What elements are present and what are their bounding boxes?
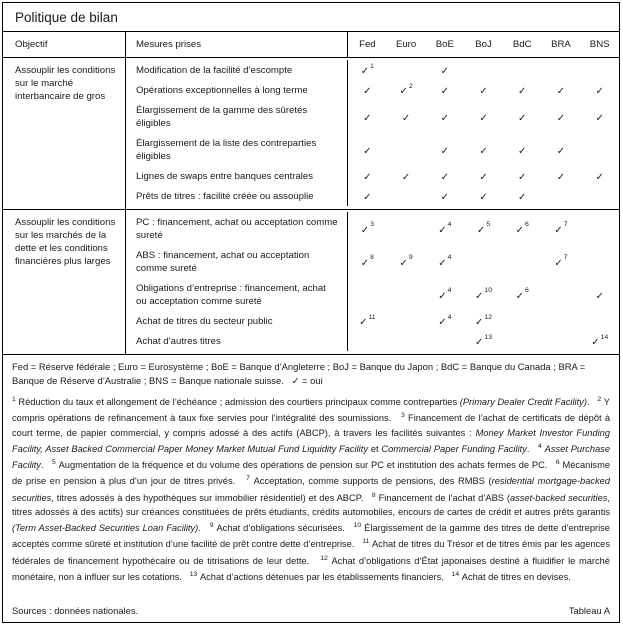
footnote-number: 9 (209, 522, 214, 530)
check-icon: ✓ (518, 145, 527, 157)
check-icon: ✓ (438, 257, 447, 269)
check-cell (464, 141, 503, 159)
footnote-text: asset-backed securities (509, 492, 608, 503)
footnote-number: 1 (12, 396, 16, 403)
table-footer (3, 354, 619, 622)
check-icon: ✓ (595, 290, 604, 302)
footnote-text: Augmentation de la fréquence et du volume des opérations de pension sur PC et institution des achats fermes de PC. (58, 460, 548, 471)
check-icon: ✓ (399, 257, 408, 269)
footnote-text: Financement de l’achat de certificats de dépôt à court terme, de papier commercial, y compris adossé à des actifs (ABCP), à travers les facilités suivantes : (12, 413, 611, 438)
check-cell (348, 312, 387, 330)
footnote-ref: 4 (447, 221, 452, 229)
check-cell (503, 220, 542, 238)
check-cell (503, 108, 542, 126)
footnote-text: Achat d’obligations d’État japonaises destiné à fluidifier le marché monétaire, non à influer sur les cotations. (12, 555, 610, 583)
check-cell (425, 61, 464, 79)
footnote-text: Financement de l’achat d’ABS ( (378, 492, 510, 503)
footnote-ref: 6 (525, 221, 529, 229)
objective-cell: Assouplir les conditions sur les marchés de la dette et les conditions financières plus larges (3, 210, 126, 354)
sources-text: Sources : données nationales. (12, 605, 139, 616)
check-cell (425, 253, 464, 271)
check-cell (503, 167, 542, 185)
footnote-text: Money Market Investor Funding Facility, Asset Backed Commercial Paper Money Market Mutual Fund Liquidity Facility (12, 427, 611, 454)
check-icon: ✓ (363, 145, 372, 157)
measure-row (126, 186, 619, 206)
check-icon: ✓ (363, 172, 372, 183)
check-cells (348, 133, 619, 166)
footnote-ref: 2 (408, 82, 413, 90)
check-icon: ✓ (440, 66, 449, 77)
column-header-bra: BRA (551, 39, 571, 50)
footnote-number: 7 (246, 475, 250, 483)
check-cell (425, 286, 464, 304)
footnote-text: Asset Purchase Facility (12, 443, 610, 471)
check-cell (348, 108, 387, 126)
check-icon: ✓ (401, 172, 411, 183)
check-icon: ✓ (476, 224, 486, 236)
check-cell (348, 187, 387, 205)
footnote-ref: 14 (600, 333, 609, 341)
footnote-number: 11 (362, 538, 370, 546)
footnote-number: 4 (538, 442, 542, 450)
check-cells (348, 166, 619, 186)
measure-row (126, 60, 619, 80)
footnote-text: Y compris opérations de refinancement à taux fixe servies pour l’intégralité des soumissions. (12, 397, 610, 424)
check-icon: ✓ (518, 86, 527, 97)
measure-label: Achat d’autres titres (126, 331, 348, 351)
measure-label: Achat de titres du secteur public (126, 311, 348, 331)
measure-row (126, 212, 619, 245)
policy-table-document (2, 2, 620, 623)
check-cells (348, 80, 619, 100)
footnote-text: (Term Asset-Backed Securities Loan Facility) (12, 523, 199, 534)
footnote-number: 3 (400, 412, 405, 420)
check-cell (387, 108, 426, 126)
check-icon: ✓ (518, 172, 527, 183)
footnote-text: Commercial Paper Funding Facility (381, 443, 527, 454)
check-cell (464, 332, 503, 350)
check-cell (464, 108, 503, 126)
check-icon: ✓ (556, 172, 566, 183)
check-cell (348, 220, 387, 238)
check-icon: ✓ (479, 112, 488, 124)
measure-rows (126, 210, 619, 354)
table-section (3, 58, 619, 209)
check-icon: ✓ (475, 337, 484, 348)
check-cell (348, 61, 387, 79)
check-cells (348, 186, 619, 206)
check-cell (425, 167, 464, 185)
check-icon: ✓ (363, 192, 372, 203)
measure-row (126, 100, 619, 133)
footnote-text: Achat d’actions détenues par les établissements financiers. (199, 572, 444, 583)
footnote-text: Achat de titres en devises. (461, 572, 571, 583)
footnote-text: (Primary Dealer Credit Facility) (459, 397, 587, 408)
footnote-ref: 5 (486, 221, 491, 229)
check-cell (348, 141, 387, 159)
measure-label: ABS : financement, achat ou acceptation comme sureté (126, 245, 348, 278)
objective-cell: Assouplir les conditions sur le marché interbancaire de gros (3, 58, 126, 209)
check-cell (542, 141, 581, 159)
check-cell (580, 108, 619, 126)
footnotes-text (12, 393, 610, 584)
check-icon: ✓ (518, 112, 527, 124)
footnote-ref: 10 (484, 287, 492, 295)
check-cell (503, 81, 542, 99)
footnote-ref: 12 (484, 313, 492, 321)
measure-label: Prêts de titres : facilité créée ou assouplie (126, 186, 348, 206)
check-icon: ✓ (554, 224, 563, 236)
check-icon: ✓ (440, 192, 449, 203)
check-icon: ✓ (554, 257, 563, 269)
check-cells (348, 100, 619, 133)
measure-rows (126, 58, 619, 209)
footnote-number: 8 (371, 491, 376, 499)
check-icon: ✓ (595, 112, 604, 124)
footnote-text: Achat d’obligations sécurisées. (216, 523, 345, 534)
check-cell (387, 81, 426, 99)
measure-label: PC : financement, achat ou acceptation comme sureté (126, 212, 348, 245)
check-cell (464, 312, 503, 330)
check-cell (387, 167, 426, 185)
check-icon: ✓ (440, 145, 449, 157)
measure-row (126, 245, 619, 278)
footnote-number: 2 (597, 396, 602, 403)
table-header-row (3, 32, 619, 58)
measure-row (126, 133, 619, 166)
check-icon: ✓ (515, 224, 525, 236)
footnote-ref: 4 (447, 313, 452, 321)
check-icon: ✓ (556, 112, 566, 124)
footnote-text: Achat de titres du Trésor et de titres émis par les agences fédérales de financement hypothécaire ou de titrisations de leur dette. (12, 539, 611, 566)
check-icon: ✓ (440, 86, 449, 97)
check-cell (580, 332, 619, 350)
footnote-text: , titres adossés à des hypothèques sur immobilier résidentiel) et des ABCP. (51, 492, 364, 503)
check-icon: ✓ (399, 86, 408, 97)
column-header-euro: Euro (395, 39, 417, 50)
check-cell (580, 81, 619, 99)
footnote-text: Acceptation, comme supports de pensions, des RMBS ( (253, 476, 492, 487)
check-cell (464, 286, 503, 304)
check-icon: ✓ (479, 145, 488, 157)
footnote-text: , titres adossés à des actifs) sur créances constituées de prêts étudiants, crédits automobiles, encours de cartes de crédit et autres prêts garantis (12, 492, 610, 517)
table-body (3, 58, 619, 354)
check-cell (464, 167, 503, 185)
check-cell (542, 167, 581, 185)
check-icon: ✓ (479, 86, 488, 97)
check-icon: ✓ (360, 257, 370, 269)
check-cell (348, 167, 387, 185)
check-icon: ✓ (360, 66, 370, 77)
table-label: Tableau A (568, 605, 610, 616)
footnote-text: Réduction du taux et allongement de l’échéance ; admission des courtiers principaux comme contreparties (18, 397, 460, 408)
check-cells (348, 245, 619, 278)
footnote-ref: 13 (484, 333, 492, 341)
check-icon: ✓ (475, 317, 484, 328)
check-cell (348, 253, 387, 271)
check-icon: ✓ (591, 337, 600, 348)
footnote-number: 14 (451, 571, 460, 579)
table-section (3, 209, 619, 354)
check-cell (503, 141, 542, 159)
check-cell (464, 81, 503, 99)
check-cell (542, 108, 581, 126)
measure-label: Obligations d’entreprise : financement, achat ou acceptation comme sureté (126, 278, 348, 311)
bank-column-headers (348, 32, 619, 57)
check-icon: ✓ (438, 224, 447, 236)
check-cell (542, 220, 581, 238)
check-cell (464, 187, 503, 205)
check-cell (464, 220, 503, 238)
check-icon: ✓ (438, 290, 447, 302)
check-cell (542, 253, 581, 271)
measure-label: Opérations exceptionnelles à long terme (126, 80, 348, 100)
check-cell (387, 253, 426, 271)
check-cells (348, 311, 619, 331)
check-cell (503, 187, 542, 205)
column-header-bdc: BdC (512, 39, 532, 50)
footnote-ref: 11 (368, 313, 376, 321)
footnote-ref: 7 (563, 254, 568, 262)
footnote-text: residential mortgage-backed securities (12, 476, 611, 503)
check-icon: ✓ (363, 112, 372, 124)
footnote-ref: 4 (447, 254, 452, 262)
check-icon: ✓ (479, 192, 488, 203)
check-cell (425, 312, 464, 330)
measure-row (126, 80, 619, 100)
measure-row (126, 331, 619, 351)
column-header-objectif: Objectif (3, 32, 126, 57)
check-cell (348, 81, 387, 99)
measure-label: Modification de la facilité d’escompte (126, 60, 348, 80)
check-cell (580, 167, 619, 185)
column-header-boe: BoE (435, 39, 454, 50)
check-icon: ✓ (359, 317, 368, 328)
footnote-ref: 3 (370, 221, 374, 229)
measure-label: Élargissement de la liste des contreparties éligibles (126, 133, 348, 166)
check-icon: ✓ (515, 290, 525, 302)
footnote-ref: 8 (370, 254, 374, 262)
check-icon: ✓ (479, 172, 488, 183)
check-cell (580, 286, 619, 304)
check-cells (348, 331, 619, 351)
footnote-text: . (40, 460, 44, 471)
check-cell (425, 108, 464, 126)
column-header-boj: BoJ (475, 39, 492, 50)
measure-row (126, 166, 619, 186)
footnote-text: . (526, 443, 530, 454)
legend-text: Fed = Réserve fédérale ; Euro = Eurosystème ; BoE = Banque d’Angleterre ; BoJ = Banque du Japon ; BdC = Banque du Canada ; BRA = Banque de Réserve d’Australie ; BNS = Banque nationale suisse. ✓ = oui (12, 361, 586, 386)
column-header-mesures: Mesures prises (126, 32, 348, 57)
check-icon: ✓ (401, 112, 411, 124)
check-cells (348, 212, 619, 245)
check-cells (348, 60, 619, 80)
footnote-ref: 4 (447, 287, 452, 295)
check-icon: ✓ (360, 224, 370, 236)
check-icon: ✓ (363, 86, 372, 97)
footnote-ref: 9 (408, 254, 413, 262)
check-cell (425, 220, 464, 238)
footnote-text: Élargissement de la gamme des titres de dette d’entreprise acceptés comme sûreté et institution d’une facilité de prêt contre dette d’entreprise. (12, 523, 610, 550)
footnote-number: 12 (320, 554, 328, 562)
column-header-fed: Fed (359, 39, 376, 50)
check-icon: ✓ (475, 290, 484, 302)
check-cell (503, 286, 542, 304)
footnote-text: . (198, 523, 201, 534)
sources-row (12, 601, 610, 616)
check-cell (425, 81, 464, 99)
check-cell (425, 141, 464, 159)
check-icon: ✓ (440, 172, 449, 183)
check-icon: ✓ (438, 317, 447, 328)
check-icon: ✓ (556, 86, 566, 97)
footnote-ref: 1 (370, 62, 374, 70)
measure-label: Élargissement de la gamme des sûretés éligibles (126, 100, 348, 133)
check-icon: ✓ (556, 145, 566, 157)
footnote-number: 6 (555, 459, 560, 467)
footnote-ref: 6 (525, 287, 529, 295)
check-icon: ✓ (595, 172, 604, 183)
footnote-number: 13 (189, 571, 198, 579)
footnote-ref: 7 (563, 221, 568, 229)
column-header-bns: BNS (589, 39, 610, 50)
table-title: Politique de bilan (3, 3, 619, 32)
measure-label: Lignes de swaps entre banques centrales (126, 166, 348, 186)
check-icon: ✓ (518, 192, 527, 203)
check-cell (542, 81, 581, 99)
footnote-text: . (586, 397, 590, 408)
check-cells (348, 278, 619, 311)
check-icon: ✓ (595, 86, 604, 97)
footnote-text: Mécanisme de prise en pension à plus d’un jour de titres privés. (12, 460, 610, 487)
check-cell (425, 187, 464, 205)
measure-row (126, 311, 619, 331)
footnote-number: 10 (353, 522, 362, 530)
footnote-text: et (367, 443, 382, 454)
check-icon: ✓ (440, 112, 449, 124)
footnote-number: 5 (52, 459, 56, 467)
measure-row (126, 278, 619, 311)
